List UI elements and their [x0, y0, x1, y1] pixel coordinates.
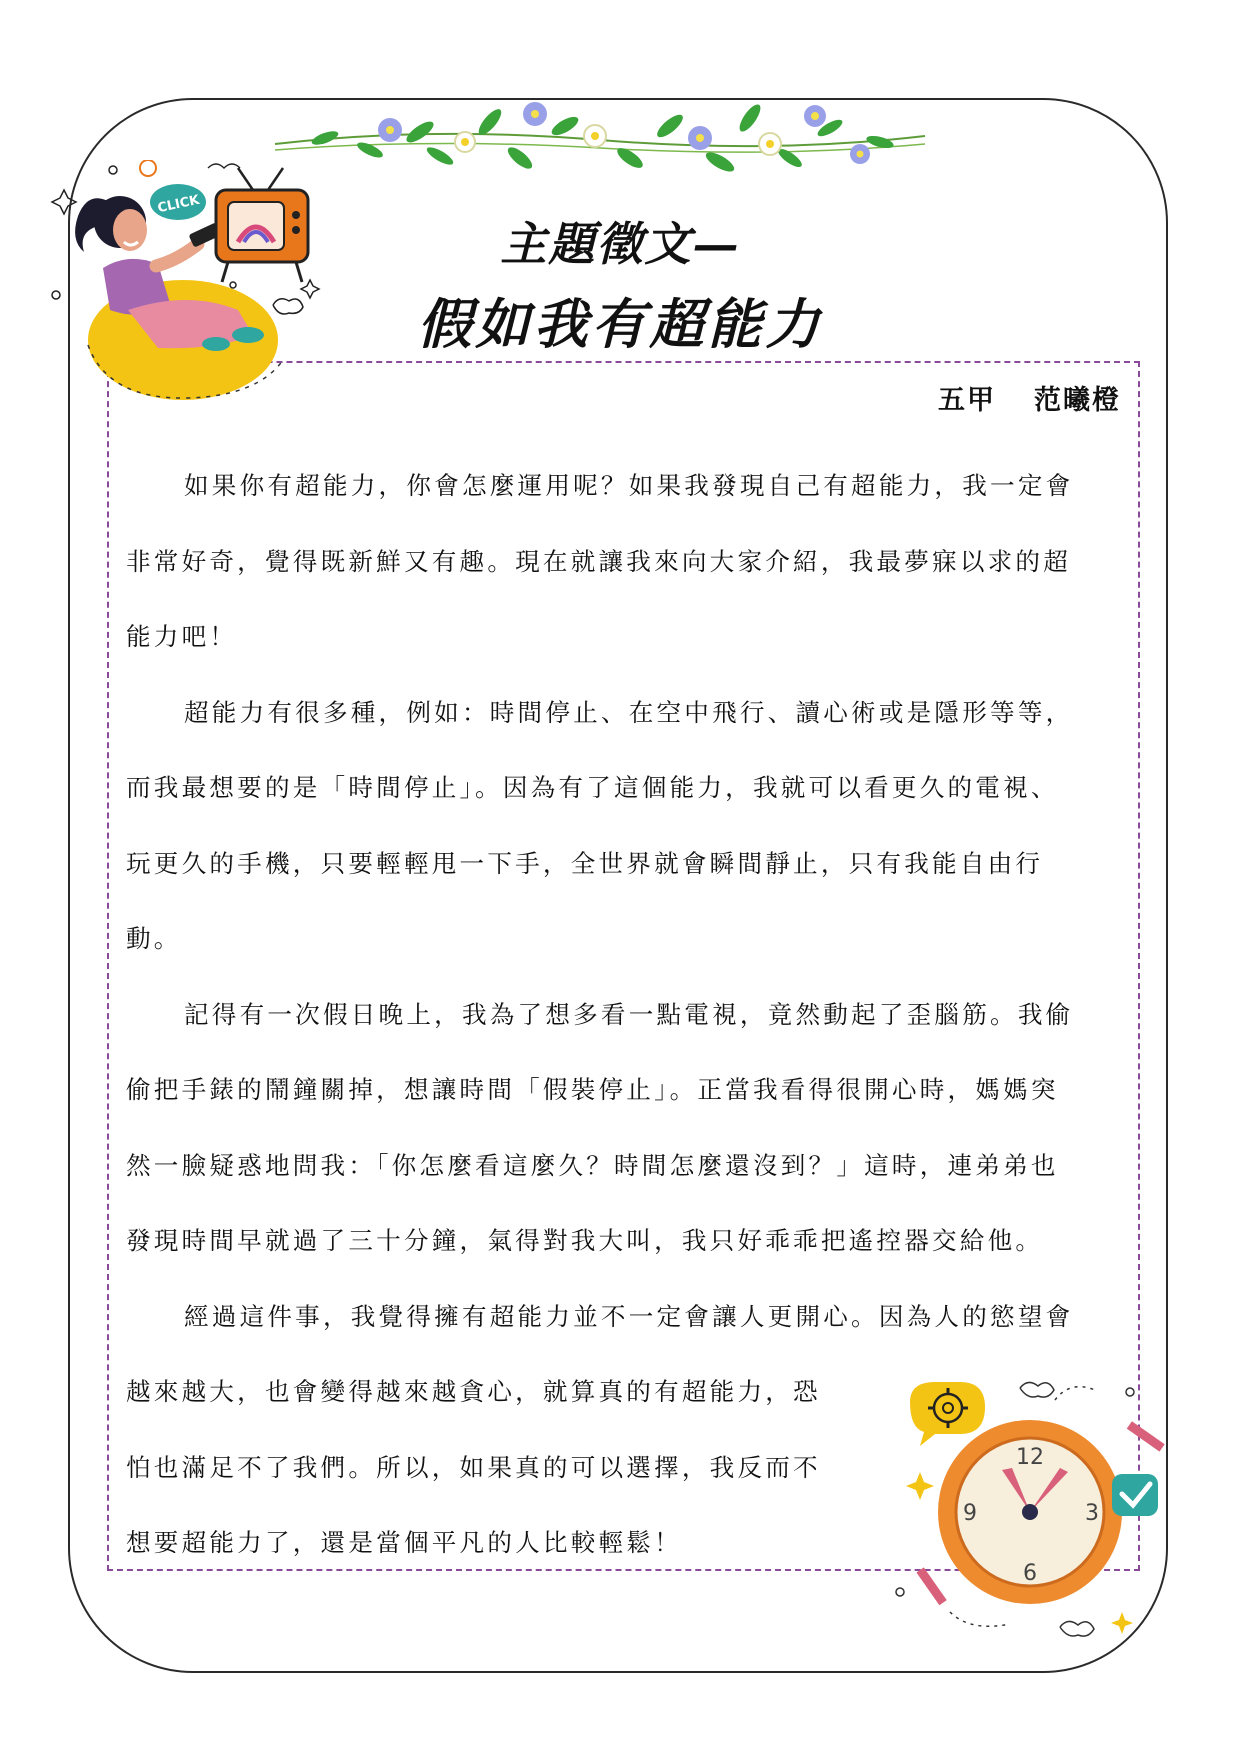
essay-line: 然一臉疑惑地問我：「你怎麼看這麼久？時間怎麼還沒到？」這時，連弟弟也 — [126, 1150, 1059, 1180]
essay-line: 偷把手錶的鬧鐘關掉，想讓時間「假裝停止」。正當我看得很開心時，媽媽突 — [126, 1075, 1059, 1104]
essay-line: 而我最想要的是「時間停止」。因為有了這個能力，我就可以看更久的電視、 — [126, 773, 1059, 802]
author-name: 范曦橙 — [1034, 385, 1121, 416]
essay-line: 記得有一次假日晚上，我為了想多看一點電視，竟然動起了歪腦筋。我偷 — [184, 999, 1074, 1029]
title-line-1: 主題徵文— — [500, 217, 741, 271]
essay-line: 經過這件事，我覺得擁有超能力並不一定會讓人更開心。因為人的慾望會 — [184, 1301, 1074, 1331]
tv-click-sign: CLICK — [156, 192, 201, 217]
clock-number-3: 3 — [1085, 1501, 1099, 1526]
essay-line: 動。 — [126, 924, 182, 953]
clock-number-6: 6 — [1023, 1561, 1037, 1586]
floral-garland-icon — [270, 92, 930, 190]
clock-number-9: 9 — [963, 1501, 977, 1526]
essay-line: 玩更久的手機，只要輕輕甩一下手，全世界就會瞬間靜止，只有我能自由行 — [126, 848, 1044, 878]
author-class: 五甲 — [938, 385, 996, 416]
title-line-2: 假如我有超能力 — [417, 292, 824, 356]
essay-line: 越來越大，也會變得越來越貪心，就算真的有超能力，恐 — [126, 1377, 821, 1406]
essay-line: 發現時間早就過了三十分鐘，氣得對我大叫，我只好乖乖把遙控器交給他。 — [126, 1226, 1044, 1255]
clock-number-12: 12 — [1016, 1445, 1044, 1470]
essay-line: 非常好奇，覺得既新鮮又有趣。現在就讓我來向大家介紹，我最夢寐以求的超 — [126, 546, 1071, 576]
author-byline — [938, 378, 1121, 417]
essay-body — [126, 448, 1124, 1581]
essay-line: 想要超能力了，還是當個平凡的人比較輕鬆！ — [126, 1528, 682, 1557]
essay-line: 怕也滿足不了我們。所以，如果真的可以選擇，我反而不 — [126, 1452, 821, 1482]
essay-line: 能力吧！ — [126, 622, 238, 651]
essay-line: 超能力有很多種，例如：時間停止、在空中飛行、讀心術或是隱形等等， — [184, 697, 1074, 727]
essay-line: 如果你有超能力，你會怎麼運用呢？如果我發現自己有超能力，我一定會 — [184, 471, 1074, 500]
